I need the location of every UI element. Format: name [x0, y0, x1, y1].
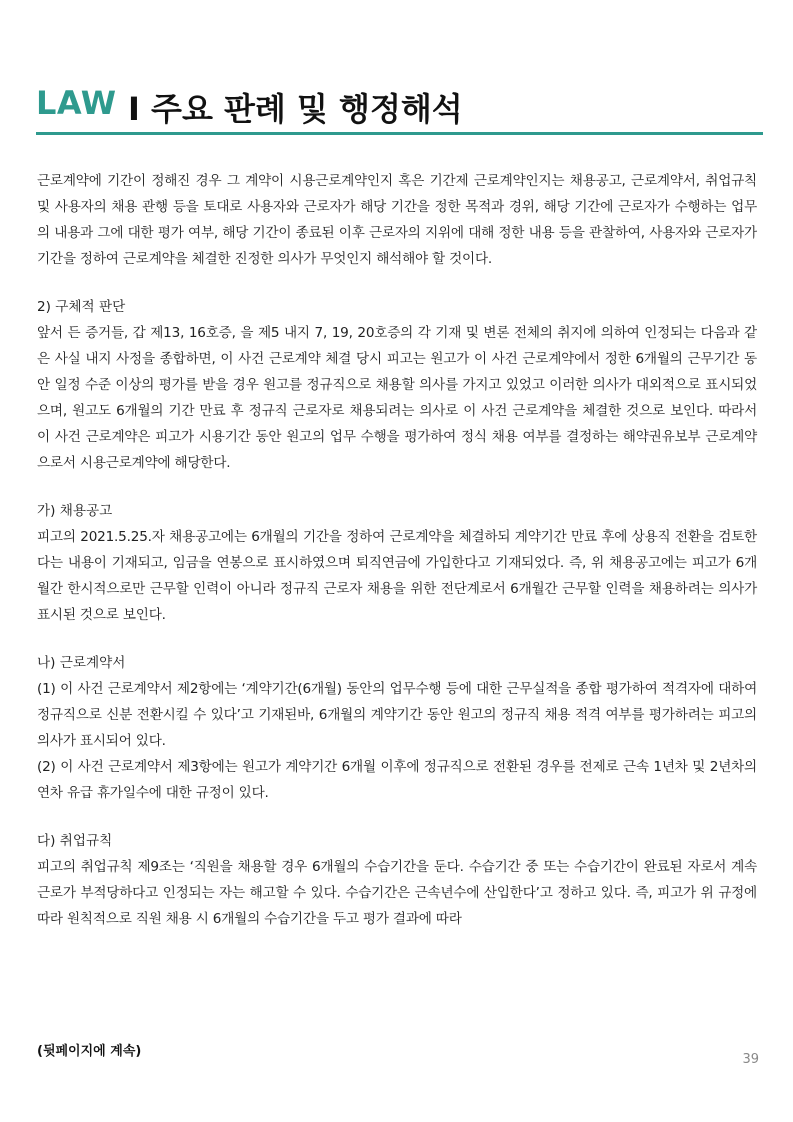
- section-paragraph-specific-judgment: 앞서 든 증거들, 갑 제13, 16호증, 을 제5 내지 7, 19, 20호증의 각 기재 및 변론 전체의 취지에 의하여 인정되는 다음과 같은 사실 내지 사정을 종합하면, 이 사건 근로계약 체결 당시 피고는 원고가 이 사건 근로계약에서 정한 6개월의 근무기간 동안 일정 수준 이상의 평가를 받을 경우 원고를 정규직으로 채용할 의사를 가지고 있었고 이러한 의사가 대외적으로 표시되었으며, 원고도 6개월의 기간 만료 후 정규직 근로자로 채용되려는 의사로 이 사건 근로계약을 체결한 것으로 보인다. 따라서 이 사건 근로계약은 피고가 시용기간 동안 원고의 업무 수행을 평가하여 정식 채용 여부를 결정하는 해약권유보부 근로계약으로서 시용근로계약에 해당한다.: [37, 325, 757, 471]
- header-divider: [36, 132, 763, 135]
- section-heading-employment-contract: 나) 근로계약서: [37, 655, 126, 671]
- section-paragraph-job-posting: 피고의 2021.5.25.자 채용공고에는 6개월의 기간을 정하여 근로계약을 체결하되 계약기간 만료 후에 상용직 전환을 검토한다는 내용이 기재되고, 임금을 연봉으로 표시하였으며 퇴직연금에 가입한다고 기재되었다. 즉, 위 채용공고에는 피고가 6개월간 한시적으로만 근무할 인력이 아니라 정규직 근로자 채용을 위한 전단계로서 6개월간 근무할 인력을 채용하려는 의사가 표시된 것으로 보인다.: [37, 529, 757, 623]
- section-heading-work-rules: 다) 취업규칙: [37, 833, 113, 849]
- page-number: 39: [742, 1052, 759, 1067]
- section-paragraph-work-rules: 피고의 취업규칙 제9조는 ‘직원을 채용할 경우 6개월의 수습기간을 둔다. 수습기간 중 또는 수습기간이 완료된 자로서 계속 근로가 부적당하다고 인정되는 자는 해고할 수 있다. 수습기간은 근속년수에 산입한다’고 정하고 있다. 즉, 피고가 위 규정에 따라 원칙적으로 직원 채용 시 6개월의 수습기간을 두고 평가 결과에 따라: [37, 859, 757, 927]
- section-heading-specific-judgment: 2) 구체적 판단: [37, 299, 126, 315]
- intro-paragraph: 근로계약에 기간이 정해진 경우 그 계약이 시용근로계약인지 혹은 기간제 근로계약인지는 채용공고, 근로계약서, 취업규칙 및 사용자의 채용 관행 등을 토대로 사용자와 근로자가 해당 기간을 정한 목적과 경위, 해당 기간에 근로자가 수행하는 업무의 내용과 그에 대한 평가 여부, 해당 기간이 종료된 이후 근로자의 지위에 대해 정한 내용 등을 관찰하여, 사용자와 근로자가 기간을 정하여 근로계약을 체결한 진정한 의사가 무엇인지 해석해야 할 것이다.: [37, 173, 757, 267]
- continued-note: (뒷페이지에 계속): [37, 1044, 142, 1059]
- contract-item-2: (2) 이 사건 근로계약서 제3항에는 원고가 계약기간 6개월 이후에 정규직으로 전환된 경우를 전제로 근속 1년차 및 2년차의 연차 유급 휴가일수에 대한 규정이 있다.: [37, 759, 757, 801]
- section-tag: LAW: [36, 84, 117, 122]
- page-title: I 주요 판례 및 행정해석: [128, 90, 463, 128]
- page-header: [36, 84, 763, 134]
- document-body: [37, 168, 757, 932]
- contract-item-1: (1) 이 사건 근로계약서 제2항에는 ‘계약기간(6개월) 동안의 업무수행 등에 대한 근무실적을 종합 평가하여 적격자에 대하여 정규직으로 신분 전환시킬 수 있다’고 기재된바, 6개월의 계약기간 동안 원고의 정규직 채용 적격 여부를 평가하려는 피고의 의사가 표시되어 있다.: [37, 681, 757, 749]
- section-heading-job-posting: 가) 채용공고: [37, 503, 113, 519]
